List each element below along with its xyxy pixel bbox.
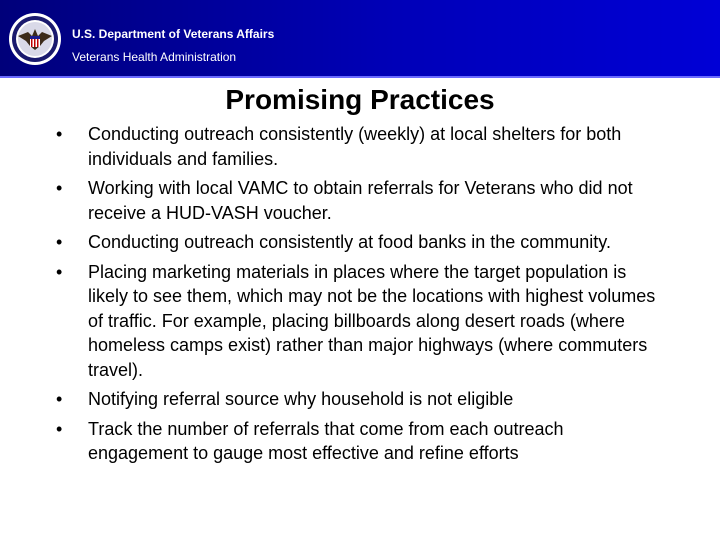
bullet-icon: • (56, 124, 63, 144)
bullet-text: Notifying referral source why household is not eligible (88, 389, 514, 409)
slide-title: Promising Practices (225, 84, 495, 115)
list-item (56, 417, 656, 466)
list-item (56, 230, 656, 255)
bullet-icon: • (56, 389, 63, 409)
bullet-text: Placing marketing materials in places where the target population is likely to see them, which may not be the locations with highest volumes of traffic. For example, placing billboards along desert roads (where homeless camps exist) rather than major highways (where commuters travel). (88, 261, 656, 380)
list-item (56, 122, 656, 171)
bullet-icon: • (56, 178, 63, 198)
bullet-icon: • (56, 261, 63, 282)
list-item (56, 260, 656, 383)
department-name: U.S. Department of Veterans Affairs (72, 27, 275, 41)
bullet-icon: • (56, 232, 63, 252)
list-item (56, 176, 656, 225)
header-banner (0, 0, 720, 78)
banner-divider (0, 76, 720, 78)
va-seal-icon (8, 12, 62, 66)
bullet-text: Working with local VAMC to obtain referrals for Veterans who did not receive a HUD-VASH voucher. (88, 178, 633, 223)
bullet-icon: • (56, 418, 63, 439)
bullet-text: Conducting outreach consistently (weekly) at local shelters for both individuals and families. (88, 124, 622, 169)
bullet-list (56, 122, 656, 471)
bullet-text: Track the number of referrals that come from each outreach engagement to gauge most effective and refine efforts (88, 418, 564, 463)
bullet-text: Conducting outreach consistently at food banks in the community. (88, 232, 611, 252)
list-item (56, 387, 656, 412)
administration-name: Veterans Health Administration (72, 50, 237, 64)
